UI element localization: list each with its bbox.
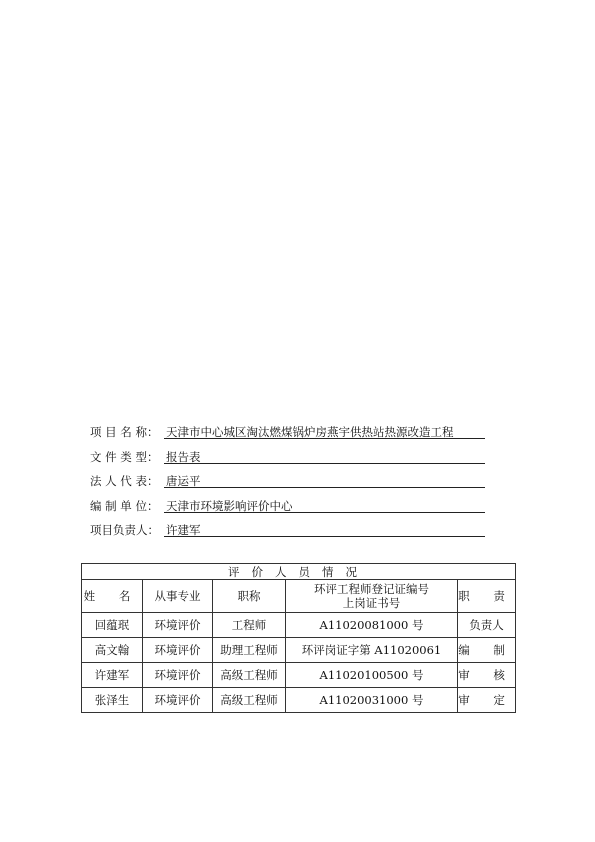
table-row	[82, 613, 516, 638]
staff-duty: 审 核	[458, 663, 516, 688]
project-name-label: 项 目 名 称：	[90, 425, 159, 439]
compiling-unit-row	[90, 498, 485, 523]
compiling-unit-value: 天津市环境影响评价中心	[164, 499, 485, 513]
header-certificate	[286, 580, 458, 613]
staff-duty: 审 定	[458, 688, 516, 713]
staff-name: 高文翰	[82, 638, 143, 663]
legal-representative-label: 法 人 代 表：	[90, 474, 159, 488]
staff-duty: 负责人	[458, 613, 516, 638]
staff-certificate: A11020100500 号	[286, 663, 458, 688]
staff-duty: 编 制	[458, 638, 516, 663]
staff-certificate: A11020081000 号	[286, 613, 458, 638]
evaluation-staff-table	[81, 563, 516, 713]
table-row	[82, 688, 516, 713]
staff-title: 助理工程师	[213, 638, 286, 663]
project-info	[90, 424, 485, 547]
staff-specialty: 环境评价	[143, 638, 213, 663]
staff-name: 许建军	[82, 663, 143, 688]
table-header-row	[82, 580, 516, 613]
staff-title: 高级工程师	[213, 663, 286, 688]
project-name-row	[90, 424, 485, 449]
header-certificate-line1: 环评工程师登记证编号	[314, 582, 429, 596]
header-title: 职称	[213, 580, 286, 613]
legal-representative-row	[90, 473, 485, 498]
document-type-value: 报告表	[164, 450, 485, 464]
staff-specialty: 环境评价	[143, 613, 213, 638]
staff-certificate: A11020031000 号	[286, 688, 458, 713]
table-caption-row	[82, 564, 516, 580]
staff-specialty: 环境评价	[143, 663, 213, 688]
staff-certificate: 环评岗证字第 A11020061	[286, 638, 458, 663]
document-type-label: 文 件 类 型：	[90, 449, 159, 464]
staff-title: 工程师	[213, 613, 286, 638]
project-leader-value: 许建军	[164, 523, 485, 537]
table-row	[82, 663, 516, 688]
staff-name: 回蕴珉	[82, 613, 143, 638]
header-specialty: 从事专业	[143, 580, 213, 613]
project-leader-row	[90, 522, 485, 547]
header-name: 姓 名	[82, 580, 143, 613]
header-certificate-line2: 上岗证书号	[342, 596, 401, 610]
project-name-value: 天津市中心城区淘汰燃煤锅炉房燕宇供热站热源改造工程	[164, 425, 485, 439]
table-row	[82, 638, 516, 663]
header-duty: 职 责	[458, 580, 516, 613]
staff-specialty: 环境评价	[143, 688, 213, 713]
compiling-unit-label: 编 制 单 位：	[90, 498, 159, 513]
document-type-row	[90, 449, 485, 474]
legal-representative-value: 唐运平	[164, 474, 485, 488]
project-leader-label: 项目负责人：	[90, 523, 159, 537]
table-caption: 评价人员情况	[82, 564, 516, 580]
staff-name: 张泽生	[82, 688, 143, 713]
staff-title: 高级工程师	[213, 688, 286, 713]
